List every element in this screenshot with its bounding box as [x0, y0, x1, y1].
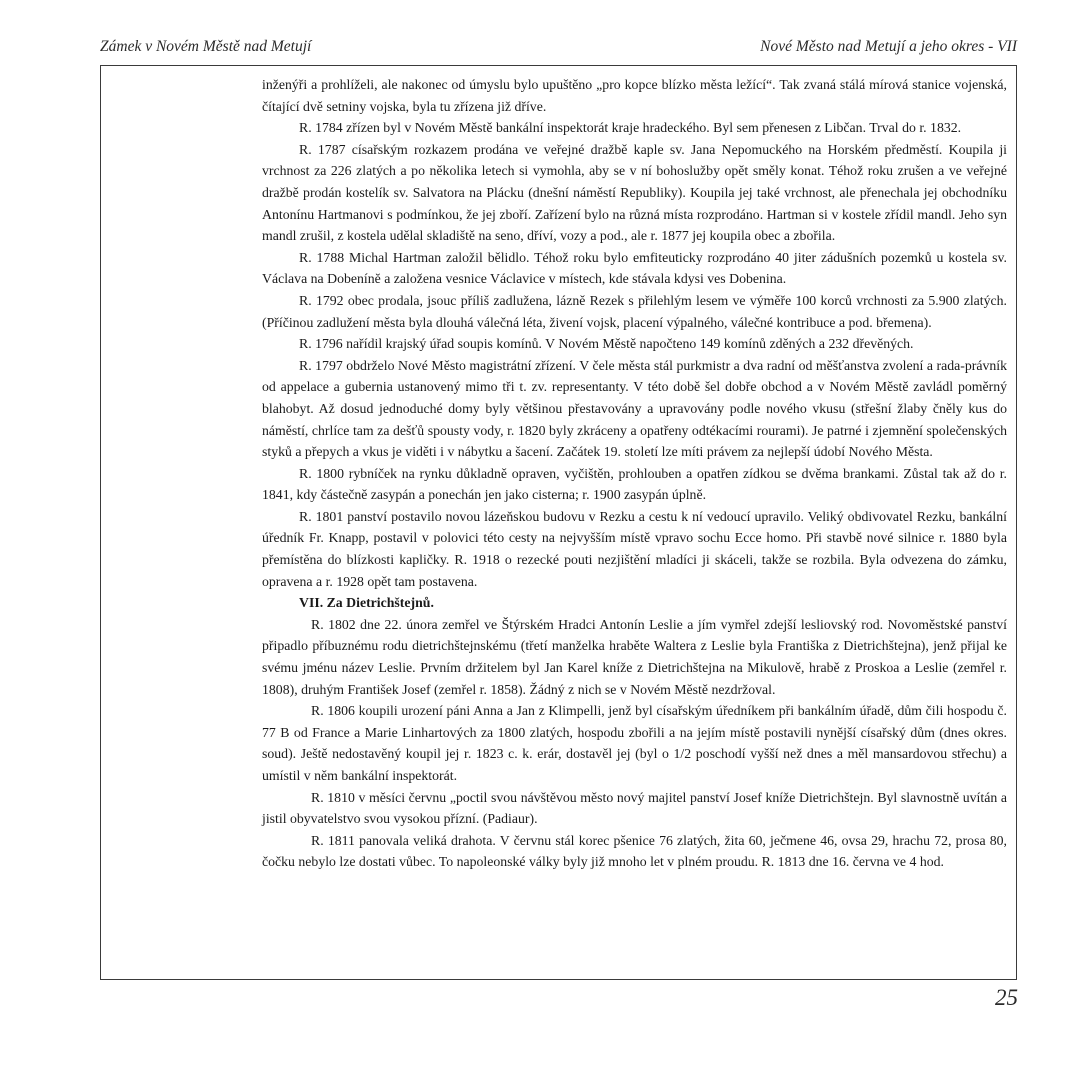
paragraph: R. 1796 nařídil krajský úřad soupis komínů. V Novém Městě napočteno 149 komínů zděných a 232 dřevěných.: [299, 336, 914, 352]
paragraph: R. 1784 zřízen byl v Novém Městě bankální inspektorát kraje hradeckého. Byl sem přenesen z Libčan. Trval do r. 1832.: [299, 120, 962, 136]
paragraph: R. 1800 rybníček na rynku důkladně opraven, vyčištěn, prohlouben a opatřen zídkou se dvěma brankami. Zůstal tak až do r. 1841, kdy částečně zasypán a ponechán jen jako cisterna; r. 1900 zasypán úplně.: [262, 465, 1007, 503]
paragraph: R. 1811 panovala veliká drahota. V červnu stál korec pšenice 76 zlatých, žita 60, ječmene 46, ovsa 29, hrachu 72, prosa 80, čočku nebylo lze dostati vůbec. To napoleonské války byly již mnoho let v plném proudu. R. 1813 dne 16. června ve 4 hod.: [262, 832, 1007, 870]
paragraph: R. 1792 obec prodala, jsouc příliš zadlužena, lázně Rezek s přilehlým lesem ve výměře 100 korců vrchnosti za 5.900 zlatých. (Příčinou zadlužení města byla dlouhá válečná léta, živení vojsk, placení výpalného, válečné kontribuce a pod. břemena).: [262, 292, 1007, 330]
header-chapter-title: Nové Město nad Metují a jeho okres - VII: [760, 38, 1017, 55]
page-number: 25: [995, 985, 1018, 1010]
running-header: [100, 38, 1017, 60]
paragraph-continued: inženýři a prohlíželi, ale nakonec od úmyslu bylo upuštěno „pro kopce blízko města ležící“. Tak zvaná stálá mírová stanice vojenská, čítající dvě setniny vojska, byla tu zřízena již dříve.: [262, 77, 1007, 114]
header-book-title: Zámek v Novém Městě nad Metují: [100, 38, 312, 55]
paragraph: R. 1806 koupili urození páni Anna a Jan z Klimpelli, jenž byl císařským úředníkem při bankálním úřadě, dům čili hospodu č. 77 B od France a Marie Linhartových za 1800 zlatých, hospodu zbořili a na jejím místě postavili nynější císařský dům (dnes okres. soud). Ještě nedostavěný koupil jej r. 1823 c. k. erár, dostavěl jej (byl o 1/2 poschodí vyšší než dnes a měl mansardovou střechu) a umístil v něm bankální inspektorát.: [262, 703, 1007, 783]
paragraph: R. 1802 dne 22. února zemřel ve Štýrském Hradci Antonín Leslie a jím vymřel zdejší lesliovský rod. Novoměstské panství připadlo příbuznému rodu dietrichštejnskému (třetí manželka hraběte Waltera z Leslie byla Františka z Dietrichštejna), jenž přijal ke svému jménu název Leslie. Prvním držitelem byl Jan Karel kníže z Dietrichštejna na Mikulově, hrabě z Proskoa a Leslie (zemřel r. 1808), druhým František Josef (zemřel r. 1858). Žádný z nich se v Novém Městě nezdržoval.: [262, 616, 1007, 697]
paragraph: R. 1787 císařským rozkazem prodána ve veřejné dražbě kaple sv. Jana Nepomuckého na Horském předměstí. Koupila ji vrchnost za 226 zlatých a po několika letech si vymohla, aby se v ní bohoslužby opět směly konat. Téhož roku zrušen a ve veřejné dražbě prodán kostelík sv. Salvatora na Plácku (dnešní náměstí Republiky). Koupila jej také vrchnost, ale přenechala jej obchodníku Antonínu Hartmanovi s podmínkou, že jej zboří. Zařízení bylo na různá místa rozprodáno. Hartman si v kostele zřídil mandl. Jeho syn mandl zrušil, z kostela udělal skladiště na seno, dříví, vozy a pod., ale r. 1877 jej koupila obec a zbořila.: [262, 141, 1007, 244]
page-body: [262, 74, 1007, 873]
paragraph: R. 1801 panství postavilo novou lázeňskou budovu v Rezku a cestu k ní vedoucí upravilo. Veliký obdivovatel Rezku, bankální úředník Fr. Knapp, postavil v polovici této cesty na nejvyšším místě vpravo sochu Ecce homo. Při stavbě nové silnice r. 1880 byla přemístěna do blízkosti kapličky. R. 1918 o rezecké pouti nezjištění mladíci ji skáceli, takže se rozbila. Byla odvezena do zámku, opravena a r. 1928 opět tam postavena.: [262, 508, 1007, 589]
paragraph: R. 1810 v měsíci červnu „poctil svou návštěvou město nový majitel panství Josef kníže Dietrichštejn. Byl slavnostně uvítán a jistil obyvatelstvo svou vysokou přízní. (Padiaur).: [262, 789, 1007, 827]
paragraph: R. 1797 obdrželo Nové Město magistrátní zřízení. V čele města stál purkmistr a dva radní od měšťanstva zvolení a rada-právník od appelace a gubernia ustanovený mimo tři t. zv. representanty. V této době šel dobře obchod a v Novém Městě zavládl poměrný blahobyt. Až dosud jednoduché domy byly většinou přestavovány a upravovány podle nového vkusu (střešní žlaby čněly kus do náměstí, chrlíce tam za dešťů spousty vody, r. 1820 byly zkráceny a opatřeny odtékacími rourami). Je patrné i zjemnění společenských styků a přepych a vkus je viděti i v nábytku a šacení. Začátek 19. století lze míti právem za nejlepší údobí Nového Města.: [262, 357, 1007, 460]
paragraph: R. 1788 Michal Hartman založil bělidlo. Téhož roku bylo emfiteuticky rozprodáno 40 jiter zádušních pozemků u kostela sv. Václava na Dobenínĕ a založena vesnice Václavice v místech, kde stávala kdysi ves Dobenina.: [262, 249, 1007, 287]
section-heading: VII. Za Dietrichštejnů.: [299, 595, 434, 611]
